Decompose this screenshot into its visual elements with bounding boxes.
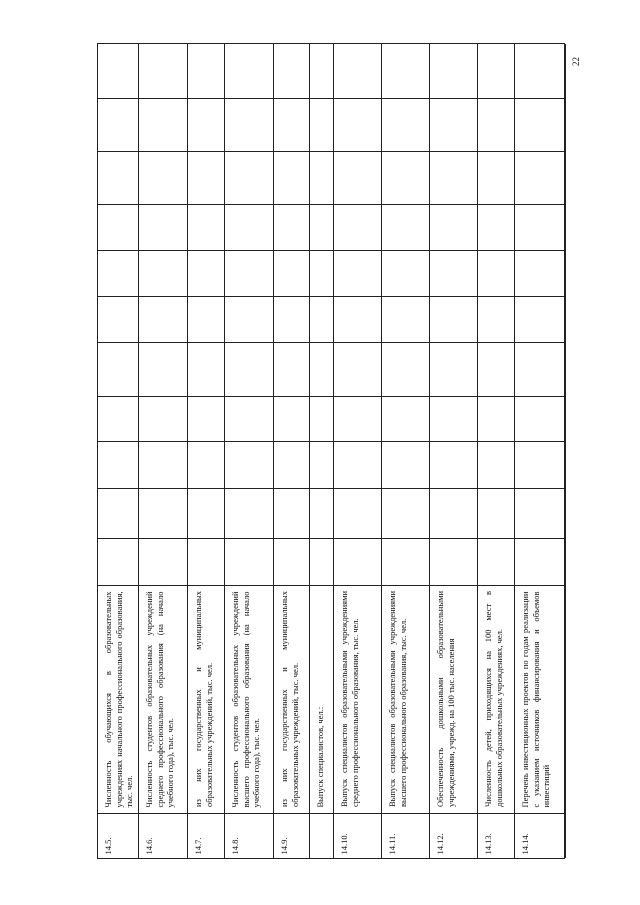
grid-line bbox=[98, 813, 564, 814]
table-row bbox=[515, 44, 566, 858]
table-row bbox=[139, 44, 188, 858]
table-row bbox=[382, 44, 430, 858]
grid-line bbox=[98, 396, 564, 397]
table-row bbox=[478, 44, 515, 858]
table-row bbox=[188, 44, 225, 858]
grid-line bbox=[98, 296, 564, 297]
row-number: 14.6. bbox=[144, 837, 154, 854]
row-number: 14.7. bbox=[193, 837, 203, 854]
grid-line bbox=[98, 342, 564, 343]
table-row bbox=[98, 44, 139, 858]
grid-line bbox=[98, 151, 564, 152]
row-number: 14.8. bbox=[230, 837, 240, 854]
grid-line bbox=[98, 204, 564, 205]
grid-line bbox=[98, 441, 564, 442]
grid-line bbox=[98, 585, 564, 586]
row-description: Обеспеченность дошкольными образовательными учреждениями, учрежд. на 100 тыс. населения bbox=[435, 591, 456, 807]
row-description: из них государственных и муниципальных образовательных учреждений, тыс. чел. bbox=[279, 591, 300, 807]
row-number: 14.10. bbox=[339, 832, 349, 854]
row-description: Перечень инвестиционных проектов по годам реализации с указанием источников финансирования и объемов инвестиций bbox=[520, 591, 551, 807]
table-row bbox=[274, 44, 310, 858]
row-number: 14.12. bbox=[435, 832, 445, 854]
grid-line bbox=[98, 488, 564, 489]
row-description: из них государственных и муниципальных образовательных учреждений, тыс. чел. bbox=[193, 591, 214, 807]
row-description: Численность студентов образовательных учреждений среднего профессионального образования (на начало учебного года), тыс. чел. bbox=[144, 591, 175, 807]
row-number: 14.14. bbox=[520, 832, 530, 854]
row-description: Выпуск специалистов образовательными учреждениями среднего профессионального образования, тыс. чел. bbox=[339, 591, 360, 807]
grid-line bbox=[98, 538, 564, 539]
table-row bbox=[430, 44, 478, 858]
row-number bbox=[310, 811, 320, 858]
row-number: 14.5. bbox=[103, 837, 113, 854]
grid-line bbox=[98, 250, 564, 251]
row-number: 14.13. bbox=[483, 832, 493, 854]
page-number: 22 bbox=[571, 57, 581, 66]
table-row bbox=[225, 44, 274, 858]
table-row bbox=[310, 44, 334, 858]
table-row bbox=[334, 44, 382, 858]
row-description: Выпуск специалистов, чел.: bbox=[315, 706, 325, 807]
grid-line bbox=[98, 98, 564, 99]
row-description: Численность обучающихся в образовательных учреждениях начального профессионального образования, тыс. чел. bbox=[103, 591, 134, 807]
row-number: 14.11. bbox=[387, 833, 397, 854]
row-number: 14.9. bbox=[279, 837, 289, 854]
data-table bbox=[97, 43, 565, 859]
row-description: Выпуск специалистов образовательными учреждениями высшего профессионального образования, тыс. чел. bbox=[387, 591, 408, 807]
row-description: Численность студентов образовательных учреждений высшего профессионального образования (на начало учебного года), тыс. чел. bbox=[230, 591, 261, 807]
row-description: Численность детей, приходящихся на 100 мест в дошкольных образовательных учреждениях, чел. bbox=[483, 591, 504, 807]
